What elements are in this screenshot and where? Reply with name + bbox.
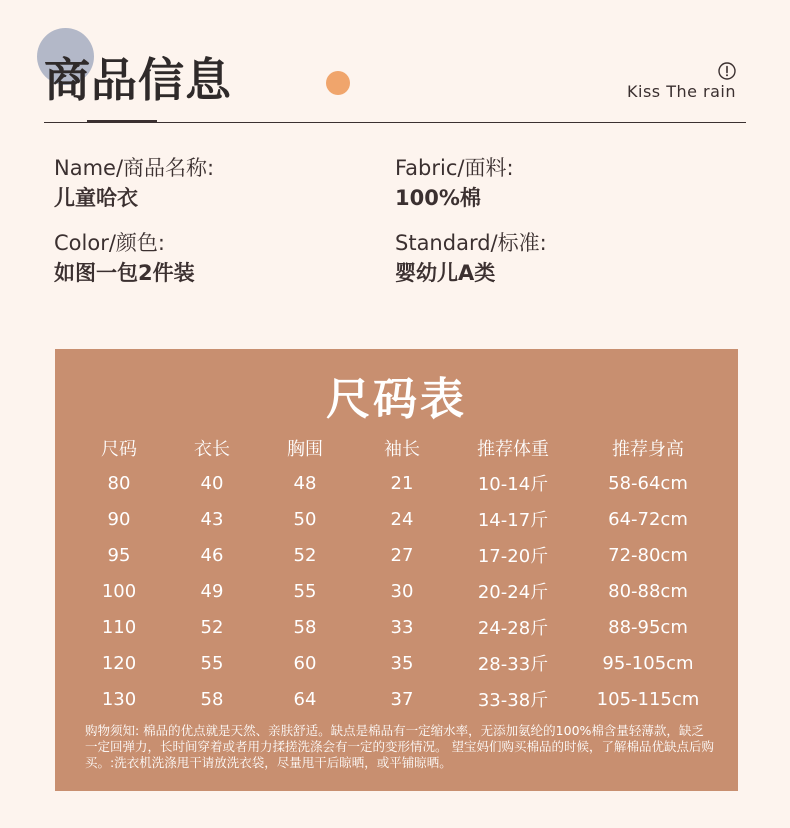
table-cell: 120	[101, 652, 137, 674]
name-label: Name/商品名称:	[54, 156, 215, 180]
table-cell: 55	[200, 652, 224, 674]
table-cell: 27	[390, 544, 414, 566]
standard-label: Standard/标准:	[395, 231, 547, 255]
info-fabric	[395, 154, 514, 214]
column-header: 推荐身高	[612, 439, 684, 460]
column-header: 胸围	[287, 439, 323, 460]
table-cell: 95	[107, 544, 131, 566]
alert-circle-icon	[718, 62, 736, 80]
table-cell: 48	[293, 472, 317, 494]
table-cell: 28-33斤	[477, 654, 549, 675]
table-row	[73, 465, 723, 501]
table-cell: 33	[390, 616, 414, 638]
table-cell: 58	[293, 616, 317, 638]
table-cell: 60	[293, 652, 317, 674]
table-cell: 40	[200, 472, 224, 494]
table-cell: 100	[101, 580, 137, 602]
table-cell: 64	[293, 688, 317, 710]
table-row	[73, 537, 723, 573]
table-cell: 80	[107, 472, 131, 494]
column-header: 尺码	[101, 439, 137, 460]
table-cell: 105-115cm	[596, 688, 700, 710]
table-row	[73, 573, 723, 609]
table-cell: 17-20斤	[477, 546, 549, 567]
table-cell: 72-80cm	[608, 544, 688, 566]
size-chart-panel	[55, 349, 738, 791]
table-cell: 33-38斤	[477, 690, 549, 711]
table-cell: 24	[390, 508, 414, 530]
info-standard	[395, 229, 547, 289]
table-cell: 49	[200, 580, 224, 602]
column-header: 衣长	[194, 439, 230, 460]
table-row	[73, 609, 723, 645]
table-cell: 110	[101, 616, 137, 638]
size-chart-title: 尺码表	[326, 374, 467, 425]
table-cell: 30	[390, 580, 414, 602]
color-label: Color/颜色:	[54, 231, 165, 255]
table-cell: 21	[390, 472, 414, 494]
info-name	[54, 154, 214, 214]
table-row	[73, 645, 723, 681]
column-header: 推荐体重	[477, 439, 549, 460]
table-cell: 14-17斤	[477, 510, 549, 531]
table-cell: 52	[293, 544, 317, 566]
table-cell: 130	[101, 688, 137, 710]
table-cell: 80-88cm	[608, 580, 688, 602]
table-cell: 55	[293, 580, 317, 602]
table-cell: 37	[390, 688, 414, 710]
table-cell: 46	[200, 544, 224, 566]
table-header-row	[73, 431, 723, 465]
decorative-dot	[326, 71, 350, 95]
table-cell: 43	[200, 508, 224, 530]
divider-accent	[87, 120, 157, 123]
table-cell: 95-105cm	[602, 652, 694, 674]
table-cell: 88-95cm	[608, 616, 688, 638]
fabric-value: 100%棉	[395, 186, 481, 210]
table-cell: 64-72cm	[608, 508, 688, 530]
color-value: 如图一包2件装	[54, 261, 195, 285]
page-title: 商品信息	[44, 53, 232, 107]
table-cell: 50	[293, 508, 317, 530]
table-row	[73, 681, 723, 717]
purchase-note: 购物须知: 棉品的优点就是天然、亲肤舒适。缺点是棉品有一定缩水率，无添加氨纶的100%棉含量轻薄款，缺乏一定回弹力，长时间穿着或者用力揉搓洗涤会有一定的变形情况。 望宝妈们购买棉品的时候，了解棉品优缺点后购买。:洗衣机洗涤甩干请放洗衣袋，尽量甩干后晾晒，或平铺晾晒。	[85, 723, 714, 770]
table-cell: 90	[107, 508, 131, 530]
table-cell: 52	[200, 616, 224, 638]
table-cell: 35	[390, 652, 414, 674]
info-color	[54, 229, 195, 289]
table-cell: 58	[200, 688, 224, 710]
table-cell: 10-14斤	[477, 474, 549, 495]
fabric-label: Fabric/面料:	[395, 156, 514, 180]
table-row	[73, 501, 723, 537]
column-header: 袖长	[384, 439, 420, 460]
name-value: 儿童哈衣	[54, 186, 138, 210]
table-cell: 20-24斤	[477, 582, 549, 603]
size-table	[73, 431, 723, 717]
standard-value: 婴幼儿A类	[395, 261, 496, 285]
brand-name: Kiss The rain	[627, 82, 737, 101]
table-cell: 24-28斤	[477, 618, 549, 639]
table-cell: 58-64cm	[608, 472, 688, 494]
